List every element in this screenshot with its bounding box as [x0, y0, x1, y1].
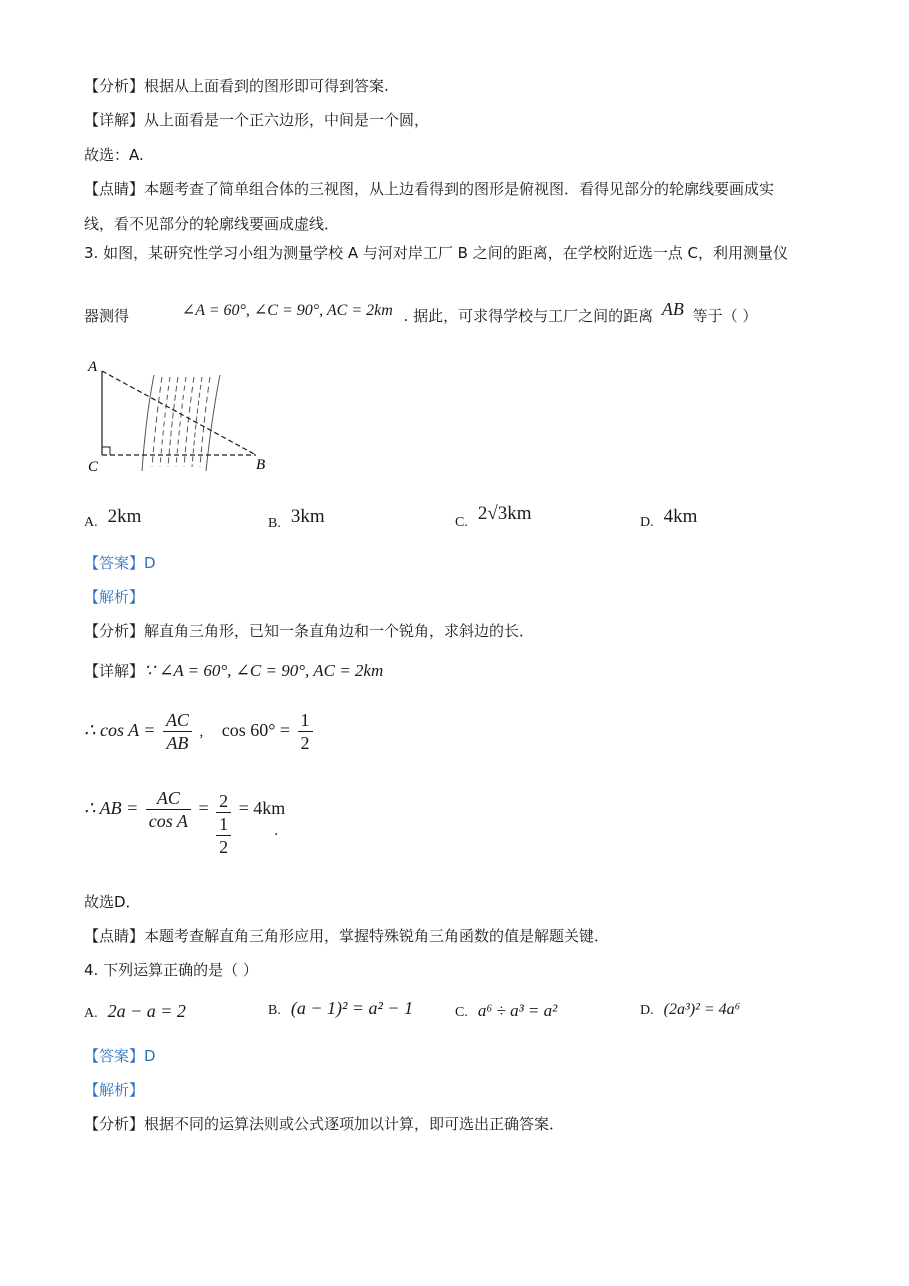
q3-stem-2: [84, 292, 757, 333]
q3-option-c: C. 2√3km: [455, 503, 532, 530]
label-a: A: [88, 359, 98, 375]
q3-option-b: B. 3km: [268, 506, 325, 531]
q3-compound-fraction: $\frac{2}{\frac{1}{2}}$: [216, 790, 231, 858]
right-angle-mark: [102, 447, 110, 455]
q4-option-b: B. (a − 1)² = a² − 1: [268, 998, 414, 1018]
q3-stem-1: 3. 如图，某研究性学习小组为测量学校 A 与河对岸工厂 B 之间的距离，在学校附近选一点 C，利用测量仪: [84, 244, 788, 262]
q2-choose: 故选：A.: [84, 146, 144, 164]
q3-ab-symbol: AB: [661, 299, 684, 319]
q3-choose: 故选D．: [84, 893, 141, 911]
q3-option-a: A. 2km: [84, 506, 142, 530]
q4-option-c: C. a⁶ ÷ a³ = a²: [455, 1001, 558, 1020]
q3-given-conditions: ∠A = 60°, ∠C = 90°, AC = 2km: [181, 302, 393, 319]
q2-detail: 【详解】从上面看是一个正六边形，中间是一个圆，: [84, 111, 430, 129]
q3-jiexi: 【解析】: [84, 588, 145, 606]
q4-analysis: 【分析】根据不同的运算法则或公式逐项加以计算，即可选出正确答案．: [84, 1115, 565, 1133]
q3-answer: 【答案】D: [84, 554, 156, 572]
river-hatching: [142, 375, 220, 471]
q4-stem: 4. 下列运算正确的是（ ）: [84, 961, 258, 979]
q3-stem-2-post: . 据此，可求得学校与工厂之间的距离: [403, 307, 654, 325]
q2-comment-2: 线，看不见部分的轮廓线要画成虚线．: [84, 215, 340, 233]
q4-jiexi: 【解析】: [84, 1081, 145, 1099]
q3-figure: [84, 355, 274, 480]
q3-detail: 【详解】∵ ∠A = 60°, ∠C = 90°, AC = 2km: [84, 661, 384, 680]
q4-option-d: D. (2a³)² = 4a⁶: [640, 1001, 741, 1018]
q3-cos-fraction: $\frac{AC}{AB}$: [163, 709, 192, 754]
q3-stem-2-pre: 器测得: [84, 307, 130, 325]
q3-ab-line: ∴ AB = $\frac{AC}{\text{cos A}}$ = $\frac{2}{\frac{1}{2}}$ = 4km: [84, 788, 286, 858]
q4-answer: 【答案】D: [84, 1047, 156, 1065]
side-ab: [102, 371, 256, 455]
q3-ab-dot: .: [274, 823, 279, 839]
q3-half-fraction: $\frac{1}{2}$: [298, 709, 313, 754]
q3-stem-2-end: 等于（ ）: [692, 307, 758, 325]
q3-option-d: D. 4km: [640, 506, 698, 530]
q3-analysis: 【分析】解直角三角形，已知一条直角边和一个锐角，求斜边的长．: [84, 622, 535, 640]
q2-comment-1: 【点睛】本题考查了简单组合体的三视图，从上边看得到的图形是俯视图．看得见部分的轮廓线要画成实: [84, 180, 775, 198]
q3-cos-line: ∴ cos A = $\frac{AC}{AB}$ , cos 60° = $\frac{1}{2}$: [84, 708, 316, 754]
label-c: C: [88, 459, 99, 475]
label-b: B: [256, 457, 266, 473]
q3-ab-fraction: $\frac{AC}{\text{cos A}}$: [146, 787, 191, 832]
q2-analysis: 【分析】根据从上面看到的图形即可得到答案.: [84, 77, 389, 95]
q4-option-a: A. 2a − a = 2: [84, 1001, 186, 1021]
q3-detail-conditions: ∵ ∠A = 60°, ∠C = 90°, AC = 2km: [144, 661, 384, 680]
q3-comment: 【点睛】本题考查解直角三角形应用，掌握特殊锐角三角函数的值是解题关键．: [84, 927, 610, 945]
